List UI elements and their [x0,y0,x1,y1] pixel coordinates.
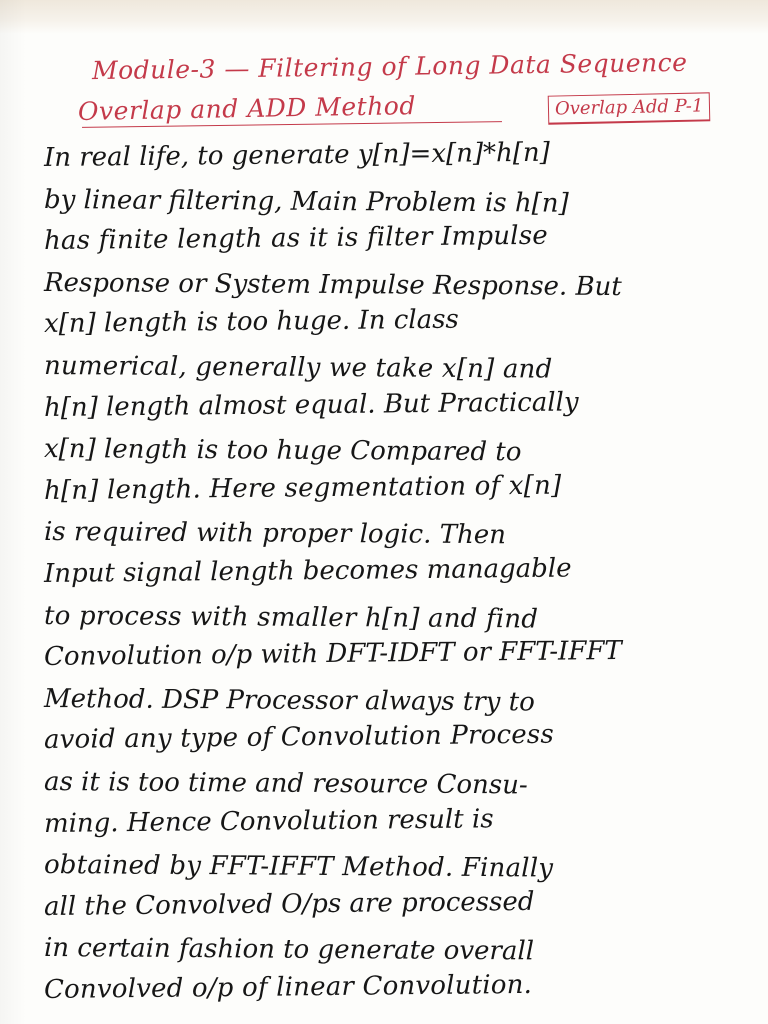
body-line: all the Convolved O/ps are processed [43,886,535,922]
body-line: Method. DSP Processor always try to [43,683,535,718]
body-line: by linear filtering, Main Problem is h[n] [43,184,569,219]
module-title: Module-3 — Filtering of Long Data Sequence [91,47,688,86]
body-line: x[n] length is too huge. In class [43,305,459,340]
body-line: Convolved o/p of linear Convolution. [43,969,533,1005]
body-line: is required with proper logic. Then [43,517,506,551]
body-line: numerical, generally we take x[n] and [43,350,553,385]
body-line: avoid any type of Convolution Process [43,719,555,756]
page-heading [0,0,768,140]
body-line: Convolution o/p with DFT-IDFT or FFT-IFFT [43,636,622,673]
body-line: h[n] length almost equal. But Practically [43,386,579,423]
page-tag-box: Overlap Add P-1 [548,92,711,124]
page-fold-shadow [0,0,26,1024]
body-line: in certain fashion to generate overall [43,933,535,967]
body-line: h[n] length. Here segmentation of x[n] [43,470,562,506]
handwritten-body [43,137,756,1005]
body-line: Input signal length becomes managable [43,553,572,589]
body-line: In real life, to generate y[n]=x[n]*h[n] [43,137,551,173]
body-line: obtained by FFT-IFFT Method. Finally [43,850,554,884]
method-title: Overlap and ADD Method [77,91,417,126]
body-line: as it is too time and resource Consu- [43,766,528,801]
body-line: Response or System Impulse Response. But [43,267,622,302]
body-line: ming. Hence Convolution result is [43,803,494,839]
body-line: x[n] length is too huge Compared to [43,434,522,468]
body-line: has finite length as it is filter Impulse [43,220,549,257]
body-line: to process with smaller h[n] and find [43,600,539,634]
